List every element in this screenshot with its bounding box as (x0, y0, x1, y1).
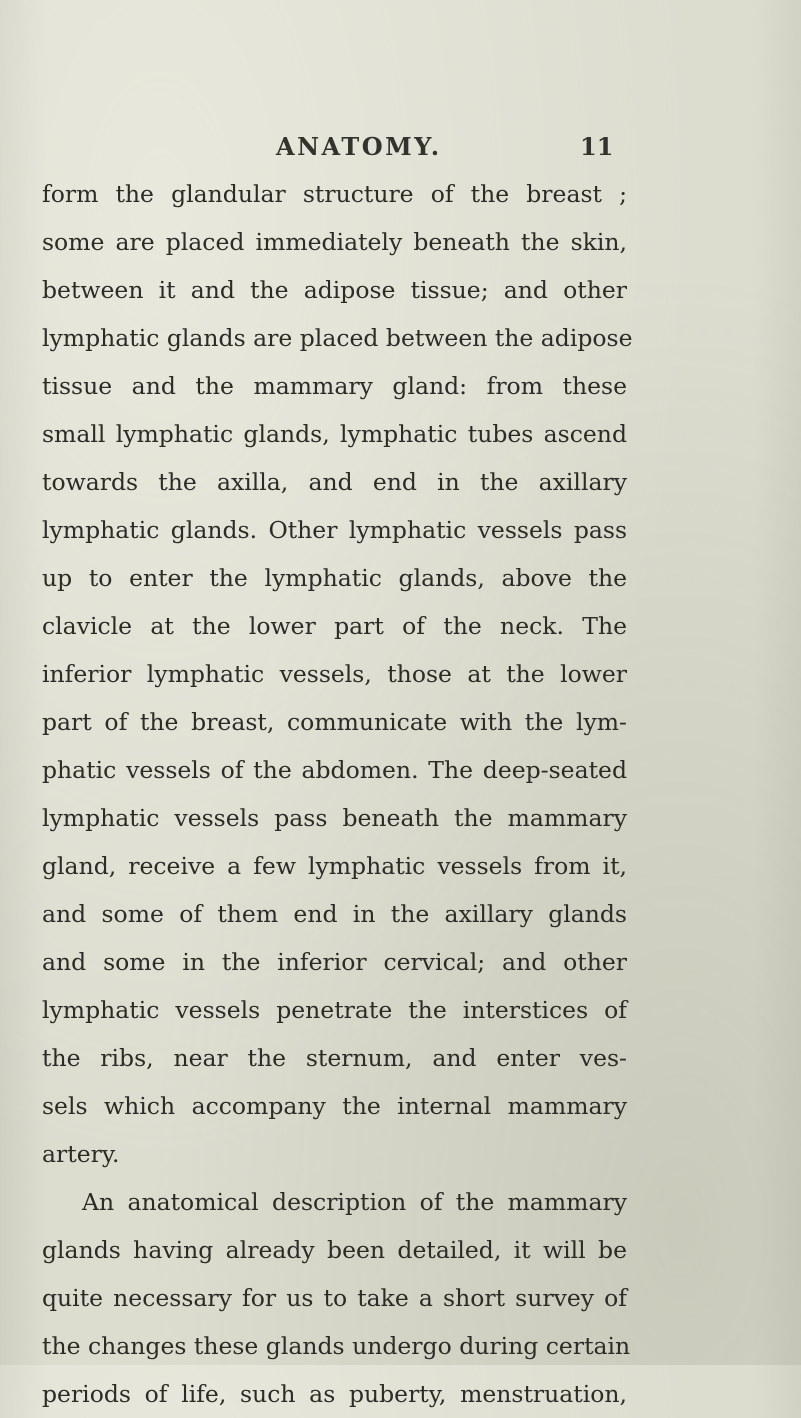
text-line: the changes these glands undergo during certain (42, 1332, 631, 1360)
text-line: and some in the inferior cervical; and other (42, 948, 627, 976)
text-line: phatic vessels of the abdomen. The deep-seated (42, 756, 627, 784)
body-text (42, 170, 633, 1418)
text-line: small lymphatic glands, lymphatic tubes ascend (42, 420, 627, 448)
text-line: part of the breast, communicate with the lym- (42, 708, 627, 736)
text-line: lymphatic vessels pass beneath the mammary (42, 804, 627, 832)
running-title: ANATOMY. (276, 132, 442, 161)
text-line: gland, receive a few lymphatic vessels from it, (42, 852, 627, 880)
text-line: tissue and the mammary gland: from these (42, 372, 627, 400)
text-line: periods of life, such as puberty, menstruation, (42, 1380, 627, 1408)
page-number: 11 (580, 132, 614, 161)
text-line: artery. (42, 1140, 120, 1168)
text-line: up to enter the lymphatic glands, above the (42, 564, 627, 592)
text-line: the ribs, near the sternum, and enter ves- (42, 1044, 627, 1072)
text-line: between it and the adipose tissue; and other (42, 276, 627, 304)
text-line: sels which accompany the internal mammary (42, 1092, 627, 1120)
text-line: towards the axilla, and end in the axillary (42, 468, 627, 496)
running-head (0, 132, 801, 172)
text-line: glands having already been detailed, it will be (42, 1236, 627, 1264)
text-line: some are placed immediately beneath the skin, (42, 228, 627, 256)
text-line: quite necessary for us to take a short survey of (42, 1284, 627, 1312)
text-line: lymphatic vessels penetrate the interstices of (42, 996, 627, 1024)
text-line: and some of them end in the axillary glands (42, 900, 627, 928)
text-line-paragraph-start: An anatomical description of the mammary (82, 1188, 627, 1216)
text-line: form the glandular structure of the breast ; (42, 180, 627, 208)
text-line: inferior lymphatic vessels, those at the lower (42, 660, 627, 688)
text-line: clavicle at the lower part of the neck. The (42, 612, 627, 640)
text-line: lymphatic glands are placed between the adipose (42, 324, 633, 352)
text-line: lymphatic glands. Other lymphatic vessels pass (42, 516, 627, 544)
